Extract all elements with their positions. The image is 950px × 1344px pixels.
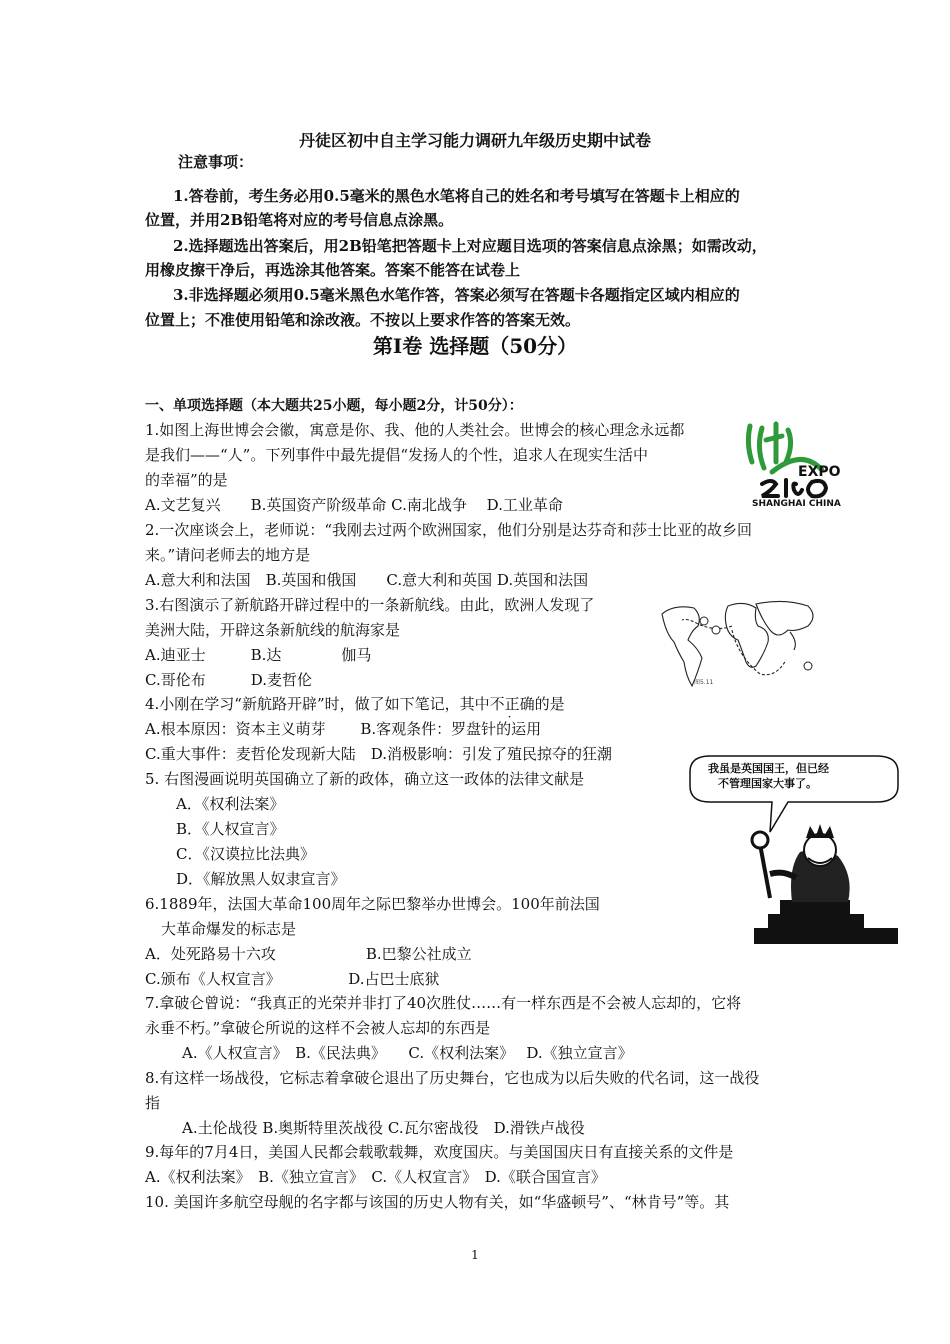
question-7-line: 7.拿破仑曾说：“我真正的光荣并非打了40次胜仗……有一样东西是不会被人忘却的，它将 [145, 994, 742, 1012]
note-line: 位置上；不准使用铅笔和涂改液。不按以上要求作答的答案无效。 [145, 311, 581, 329]
expo-word: EXPO [798, 464, 841, 480]
question-4-options: A.根本原因：资本主义萌芽 B.客观条件：罗盘针的运用 [145, 720, 542, 738]
question-8-line: 指 [145, 1094, 161, 1112]
cartoon-speech-line: 不管理国家大事了。 [718, 777, 817, 790]
king-cartoon [688, 748, 900, 950]
question-7-options: A.《人权宣言》 B.《民法典》 C.《权利法案》 D.《独立宣言》 [182, 1044, 633, 1062]
section-title: 第Ⅰ卷 选择题（50分） [372, 334, 578, 358]
question-6-options: A．处死路易十六攻 B.巴黎公社成立 [145, 945, 472, 963]
question-10-line: 10. 美国许多航空母舰的名字都与该国的历史人物有关，如“华盛顿号”、“林肯号”等。其 [145, 1193, 730, 1211]
question-3-line: 美洲大陆，开辟这条新航线的航海家是 [145, 621, 401, 639]
question-3-line: 3.右图演示了新航路开辟过程中的一条新航线。由此，欧洲人发现了 [145, 596, 595, 614]
notes-heading: 注意事项： [178, 153, 254, 171]
note-line: 3.非选择题必须用0.5毫米黑色水笔作答，答案必须写在答题卡各题指定区域内相应的 [173, 286, 740, 304]
question-6-options: C.颁布《人权宣言》 D.占巴士底狱 [145, 970, 440, 988]
expo-logo-image [742, 418, 852, 510]
question-7-line: 永垂不朽。”拿破仑所说的这样不会被人忘却的东西是 [145, 1019, 491, 1037]
question-2-options: A.意大利和法国 B.英国和俄国 C.意大利和英国 D.英国和法国 [145, 571, 589, 589]
note-line: 用橡皮擦干净后，再选涂其他答案。答案不能答在试卷上 [145, 261, 521, 279]
question-5-line: 5. 右图漫画说明英国确立了新的政体，确立这一政体的法律文献是 [145, 770, 585, 788]
question-4-line [145, 694, 565, 714]
map-caption: 图5.11 [694, 679, 714, 686]
note-line: 1.答卷前，考生务必用0.5毫米的黑色水笔将自己的姓名和考号填写在答题卡上相应的 [173, 187, 740, 205]
page-title: 丹徒区初中自主学习能力调研九年级历史期中试卷 [298, 131, 651, 150]
question-5-option: B．《人权宣言》 [176, 820, 285, 838]
note-line: 位置，并用2B铅笔将对应的考号信息点涂黑。 [145, 211, 454, 229]
question-1-line: 1.如图上海世博会会徽，寓意是你、我、他的人类社会。世博会的核心理念永远都 [145, 421, 685, 439]
question-6-line: 6.1889年，法国大革命100周年之际巴黎举办世博会。100年前法国 [145, 895, 600, 913]
question-9-line: 9.每年的7月4日，美国人民都会载歌载舞，欢度国庆。与美国国庆日有直接关系的文件是 [145, 1143, 734, 1161]
question-4-text: 的是 [534, 695, 565, 713]
question-5-option: A．《权利法案》 [176, 795, 285, 813]
question-1-line: 是我们——“人”。下列事件中最先提倡“发扬人的个性，追求人在现实生活中 [145, 446, 649, 464]
sea-route-map [658, 596, 820, 690]
question-5-option: D．《解放黑人奴隶宣言》 [176, 870, 346, 888]
page-number: 1 [471, 1248, 479, 1262]
question-8-line: 8.有这样一场战役，它标志着拿破仑退出了历史舞台，它也成为以后失败的代名词，这一战役 [145, 1069, 760, 1087]
question-9-options: A.《权利法案》 B.《独立宣言》 C.《人权宣言》 D.《联合国宣言》 [145, 1168, 606, 1186]
expo-caption: SHANGHAI CHINA [752, 499, 841, 509]
question-3-options: C.哥伦布 D.麦哲伦 [145, 671, 312, 689]
question-8-options: A.土伦战役 B.奥斯特里茨战役 C.瓦尔密战役 D.滑铁卢战役 [182, 1119, 585, 1137]
question-5-option: C．《汉谟拉比法典》 [176, 845, 315, 863]
question-1-line: 的幸福”的是 [145, 471, 228, 489]
question-6-line: 大革命爆发的标志是 [161, 920, 297, 938]
question-4-options: C.重大事件：麦哲伦发现新大陆 D.消极影响：引发了殖民掠夺的狂潮 [145, 745, 612, 763]
question-2-line: 来。”请问老师去的地方是 [145, 546, 311, 564]
part-heading: 一、单项选择题（本大题共25小题，每小题2分，计50分）： [145, 398, 523, 414]
cartoon-speech-line: 我虽是英国国王，但已经 [708, 762, 829, 775]
question-3-options: A.迪亚士 B.达 伽马 [145, 646, 372, 664]
question-1-options: A.文艺复兴 B.英国资产阶级革命 C.南北战争 D.工业革命 [145, 496, 563, 514]
emphasis-text: 不正确 [489, 695, 535, 713]
question-4-text: 4.小刚在学习“新航路开辟”时，做了如下笔记，其中 [145, 695, 490, 713]
question-2-line: 2.一次座谈会上，老师说：“我刚去过两个欧洲国家，他们分别是达芬奇和莎士比亚的故乡回 [145, 521, 752, 539]
note-line: 2.选择题选出答案后，用2B铅笔把答题卡上对应题目选项的答案信息点涂黑；如需改动， [173, 237, 767, 255]
